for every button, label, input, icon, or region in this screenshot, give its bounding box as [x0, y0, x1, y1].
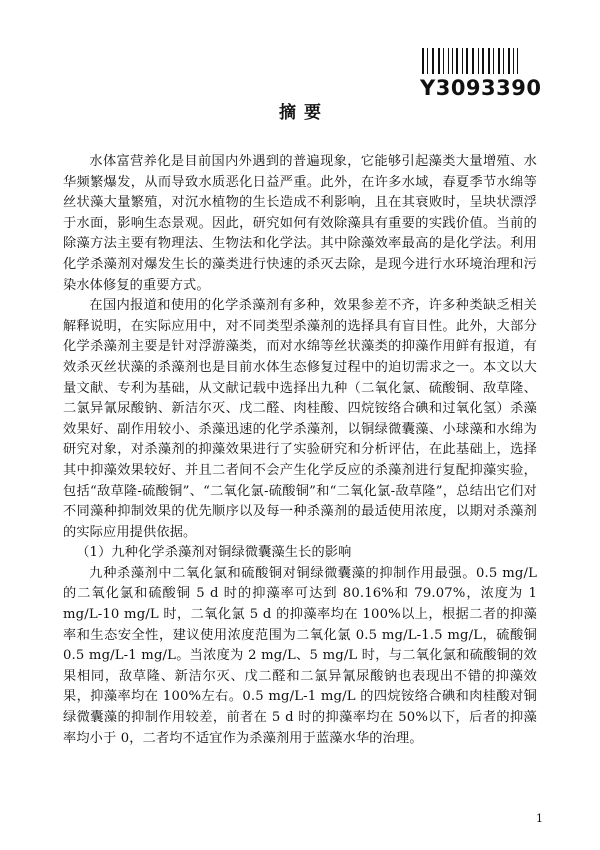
barcode-bar [422, 48, 424, 74]
barcode-bar [498, 48, 500, 74]
barcode-bar [427, 48, 428, 74]
barcode-bar [443, 48, 444, 74]
barcode-bar [482, 48, 484, 74]
barcode-bar [448, 48, 449, 74]
barcode-bars [420, 48, 552, 74]
barcode-bar [508, 48, 510, 74]
barcode-bar [438, 48, 440, 74]
barcode-id: Y3093390 [420, 76, 542, 100]
page-number: 1 [536, 812, 543, 825]
barcode [420, 48, 552, 100]
paragraph-3: 九种杀藻剂中二氧化氯和硫酸铜对铜绿微囊藻的抑制作用最强。0.5 mg/L 的二氧化氯和硫酸铜 5 d 时的抑藻率可达到 80.16%和 79.07%，浓度为 1 mg/L-10 mg/L 时，二氧化氯 5 d 的抑藻率均在 100%以上，根据二者的抑藻率和生态安全性，建议使用浓度范围为二氧化氯 0.5 mg/L-1.5 mg/L，硫酸铜 0.5 mg/L-1 mg/L。当浓度为 2 mg/L、5 mg/L 时，与二氧化氯和硫酸铜的效果相同，敌草隆、新洁尔灭、戊二醛和二氯异氰尿酸钠也表现出不错的抑藻效果，抑藻率均在 100%左右。0.5 mg/L-1 mg/L 的四烷铵络合碘和肉桂酸对铜绿微囊藻的抑制作用较差，前者在 5 d 时的抑藻率均在 50%以下，后者的抑藻率均小于 0，二者均不适宜作为杀藻剂用于蓝藻水华的治理。 [63, 565, 537, 746]
barcode-bar [478, 48, 479, 74]
paragraph-2: 在国内报道和使用的化学杀藻剂有多种，效果参差不齐，许多种类缺乏相关解释说明，在实际应用中，对不同类型杀藻剂的选择具有盲目性。此外，大部分化学杀藻剂主要是针对浮游藻类，而对水绵等丝状藻类的抑藻作用鲜有报道，有效杀灭丝状藻的杀藻剂也是目前水体生态修复过程中的迫切需求之一。本文以大量文献、专利为基础，从文献记载中选择出九种（二氧化氯、硫酸铜、敌草隆、二氯异氰尿酸钠、新洁尔灭、戊二醛、肉桂酸、四烷铵络合碘和过氧化氢）杀藻效果好、副作用较小、杀藻迅速的化学杀藻剂，以铜绿微囊藻、小球藻和水绵为研究对象，对杀藻剂的抑藻效果进行了实验研究和分析评估，在此基础上，选择其中抑藻效果较好、并且二者间不会产生化学反应的杀藻剂进行复配抑藻实验，包括“敌草隆-硫酸铜”、“二氧化氯-硫酸铜”和“二氧化氯-敌草隆”，总结出它们对不同藻种抑制效果的优先顺序以及每一种杀藻剂的最适使用浓度，以期对杀藻剂的实际应用提供依据。 [63, 298, 537, 540]
barcode-bar [513, 48, 514, 74]
barcode-bar [517, 48, 518, 74]
section-subheading: （1）九种化学杀藻剂对铜绿微囊藻生长的影响 [76, 545, 352, 561]
barcode-bar [466, 48, 468, 74]
paragraph-1: 水体富营养化是目前国内外遇到的普遍现象，它能够引起藻类大量增殖、水华频繁爆发，从而导致水质恶化日益严重。此外，在许多水域，春夏季节水绵等丝状藻大量繁殖，对沉水植物的生长造成不利影响，且在其衰败时，呈块状漂浮于水面，影响生态景观。因此，研究如何有效除藻具有重要的实践价值。当前的除藻方法主要有物理法、生物法和化学法。其中除藻效率最高的是化学法。利用化学杀藻剂对爆发生长的藻类进行快速的杀灭去除，是现今进行水环境治理和污染水体修复的重要方式。 [63, 154, 537, 293]
barcode-bar [503, 48, 504, 74]
page-title: 摘要 [279, 103, 329, 123]
barcode-bar [488, 48, 490, 74]
barcode-bar [472, 48, 474, 74]
abstract-body [63, 152, 537, 749]
barcode-bar [462, 48, 463, 74]
barcode-bar [452, 48, 453, 74]
barcode-bar [432, 48, 434, 74]
barcode-bar [456, 48, 458, 74]
barcode-bar [493, 48, 494, 74]
